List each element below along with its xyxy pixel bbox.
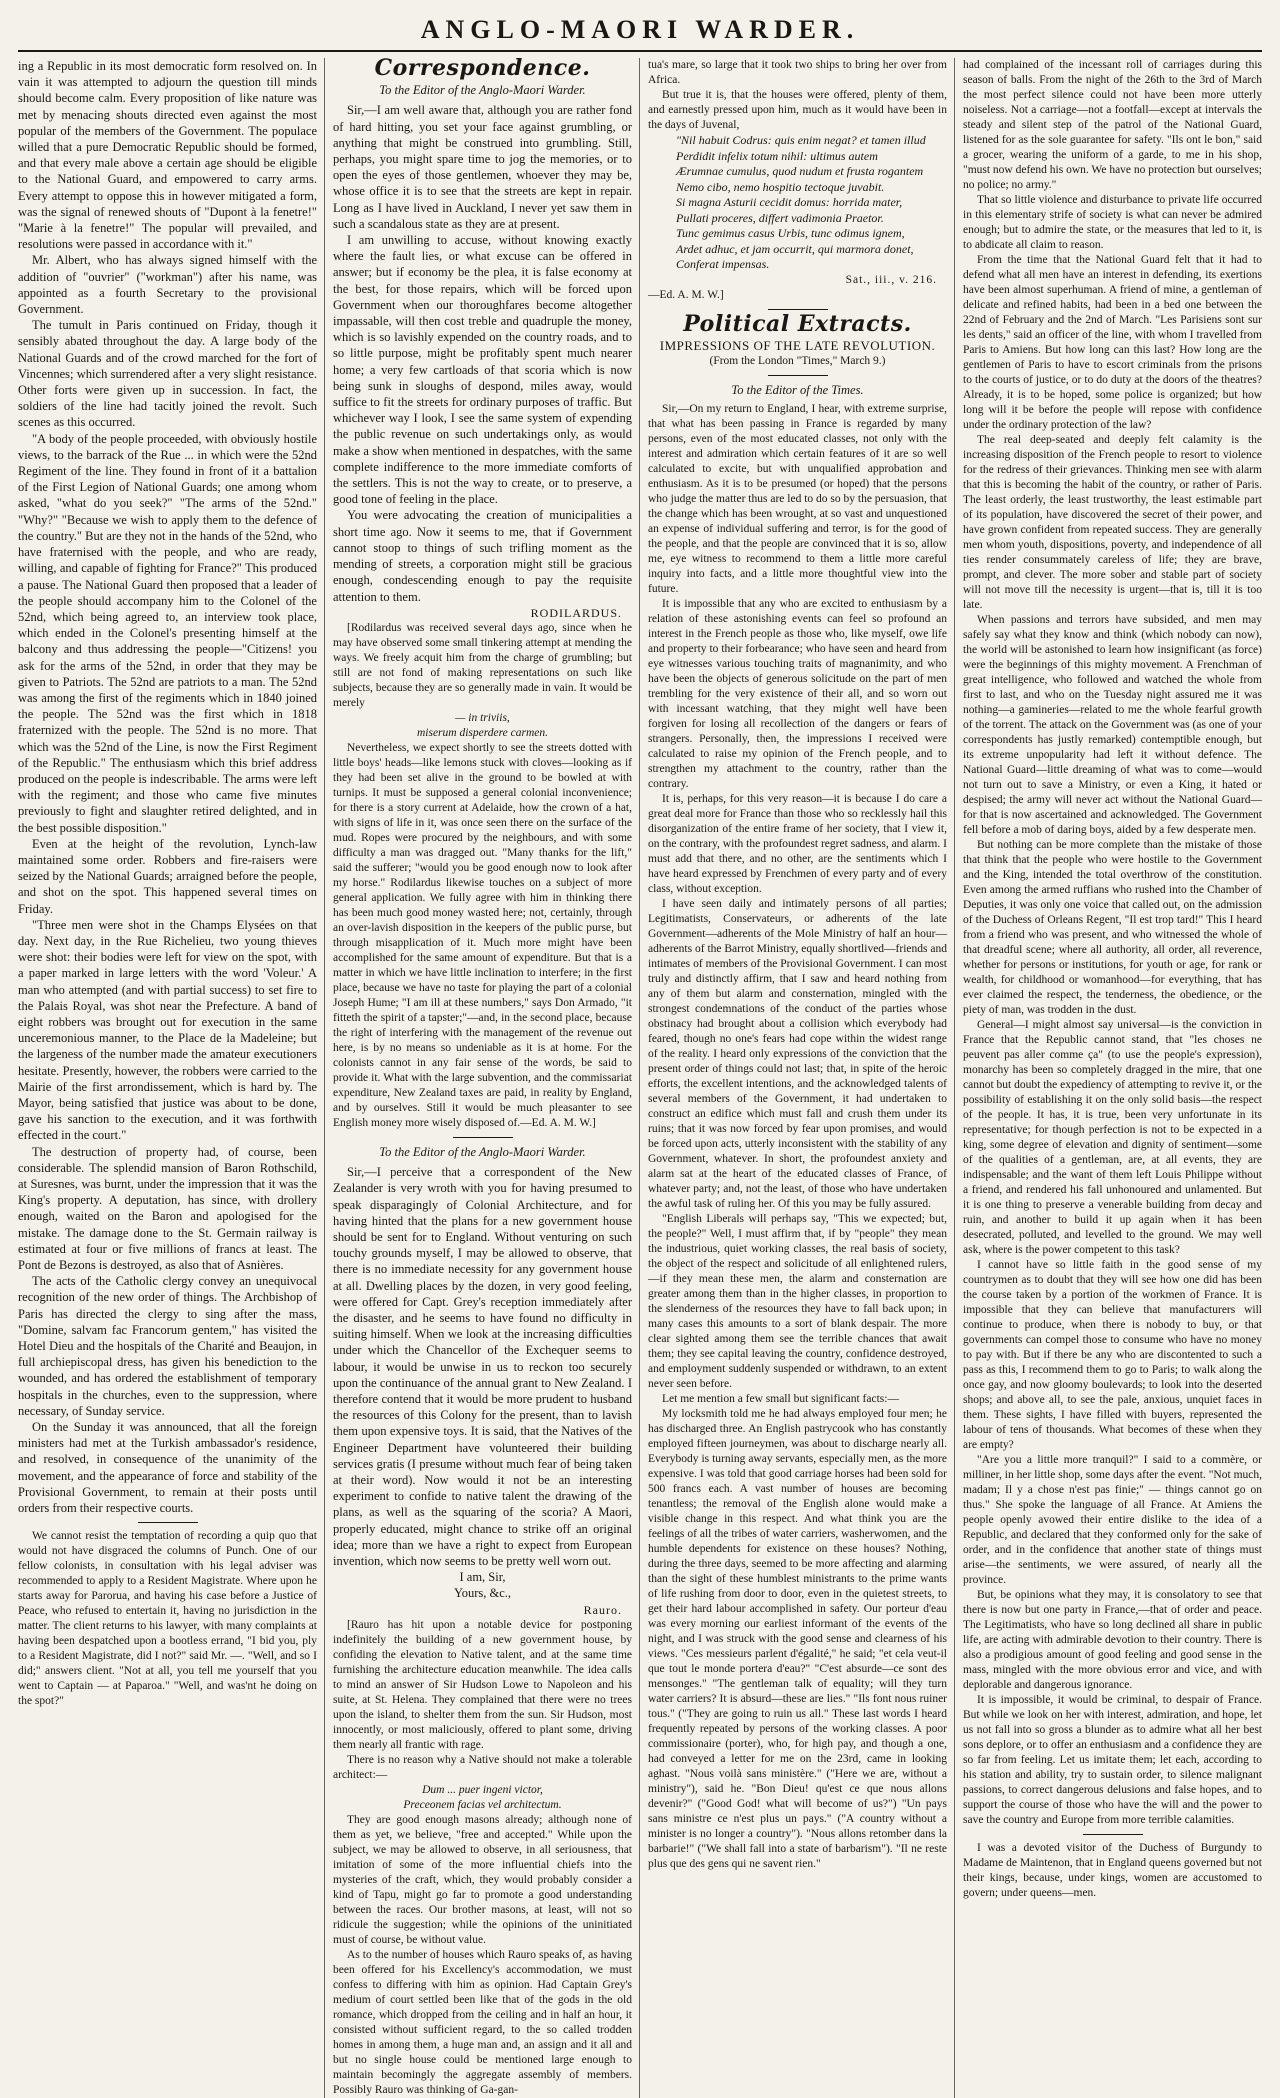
- verse-line: "Nil habuit Codrus: quis enim negat? et tamen illud: [676, 133, 926, 147]
- letter-address: To the Editor of the Anglo-Maori Warder.: [379, 83, 586, 98]
- editor-reply: Nevertheless, we expect shortly to see the streets dotted with little boys' heads—like lemons stuck with cloves—looking as if they had been set alive in the ground to be bowled at with turnips. It must be supposed a general colonial inconvenience; for there is a story current at Adelaide, how the crown of a hat, with signs of life in it, was once seen there on the surface of the mud. Ropes were procured by the neighbours, and with some difficulty a man was dragged out. "Many thanks for the lift," said the sufferer; "would you be good enough now to look after my horse." Rodilardus likewise touches on a subject of more general application. We fully agree with him in thinking there has been much good money wasted here; not, certainly, through an over-lavish disposition in the keepers of the public purse, but through misapplication of it. Much more might have been accomplished for the same amount of expenditure. But that is a matter in which we have little inclination to interfere; in the first place, because we have no taste for playing the part of a colonial Joseph Hume; "I am ill at these numbers," says Don Armado, "it fitteth the spirit of a tapster;"—and, in the second place, because the right of interfering with the management of the revenue out here, is by no means so undeniable as it is at home. For the colonists cannot in any fair sense of the words, be said to provide it. What with the large subvention, and the commissariat expenditure, New Zealand taxes are paid, in reality by England, and by ourselves. Still it would be much pleasanter to see English money more wisely disposed of.—Ed. A. M. W.]: [333, 741, 632, 1129]
- columns: [18, 55, 1262, 2096]
- verse-line: Ærumnae cumulus, quod nudum et frusta rogantem: [676, 164, 924, 178]
- divider: [138, 1522, 198, 1523]
- editor-reply: [Rauro has hit upon a notable device for postponing indefinitely the building of a new government house, by confiding the elevation to Native talent, and at the same time furnishing the architecture education meanwhile. The idea calls to mind an answer of Sir Hudson Lowe to Napoleon and his suite, at St. Helena. They complained that there were no trees upon the island, to shelter them from the sun. Sir Hudson, most innocently, or most maliciously, offered to plant some, driving them nearly all frantic with rage.: [333, 1618, 632, 1751]
- verse-line: Si magna Asturii cecidit domus: horrida mater,: [676, 195, 903, 209]
- letter-signature: RODILARDUS.: [530, 605, 622, 620]
- col1-paragraph: On the Sunday it was announced, that all the foreign ministers had met at the Turkish ambassador's residence, and resolved, in consequence of the unanimity of the movement, and the appearance of force and stability of the Provisional Government, to remain at their posts until orders from their respective courts.: [18, 1420, 317, 1516]
- column-1: [18, 58, 317, 2098]
- verse-line: Tunc gemimus casus Urbis, tunc odimus ignem,: [676, 226, 905, 240]
- column-3: [648, 58, 947, 2098]
- col1-paragraph: The tumult in Paris continued on Friday, though it sensibly abated throughout the day. A large body of the National Guards and of the crowd marched for the fort of Vincennes; which surrendered after a very slight resistance. Other forts were given up in succession. In fact, the soldiers of the line had tacitly joined the revolt. Such scenes as this occurred.: [18, 318, 317, 430]
- col4-paragraph: "Are you a little more tranquil?" I said to a commère, or milliner, in her little shop, some days after the event. "Not much, madam; Il y a chose n'est pas finie;" — things cannot go on thus." She spoke the language of all France. At Amiens the people openly avowed their entire dislike to the idea of a Republic, and declared that they conformed only for the sake of order, and in the confidence that another state of things must arise—the sentiments, we were assured, of nearly all the province.: [963, 1454, 1262, 1586]
- letter-address: To the Editor of the Times.: [731, 382, 864, 397]
- letter-signature: Rauro.: [583, 1602, 622, 1617]
- divider: [453, 1137, 513, 1138]
- editor-reply: There is no reason why a Native should not make a tolerable architect:—: [333, 1753, 632, 1781]
- col3-paragraph: Let me mention a few small but significant facts:—: [662, 1393, 899, 1406]
- verse-line: Perdidit infelix totum nihil: ultimus autem: [676, 148, 878, 163]
- col4-paragraph: When passions and terrors have subsided, and men may safely say what they know and think (which nobody can now), the world will be astonished to learn how insignificant (as force) were the beginnings of this mighty movement. A Frenchman of great intelligence, who followed and watched the whole from first to last, and who on the Tuesday night assured me it was nothing—a gamineries—related to me the whole fearful growth of the torrent. The attack on the Government was (as one of your correspondents has justly remarked) contemptible enough, but its extreme unpopularity had left it without defence. The National Guard—little dreaming of what was to come—would not turn out to save a Ministry, or even a King, it hated or despised; the army will never act without the National Guard—for that is now ascertained and acknowledged. The Government fell before a mob of daring boys, aided by a few desperate men.: [963, 614, 1262, 836]
- divider: [768, 309, 828, 310]
- col3-paragraph: My locksmith told me he had always employed four men; he has discharged three. An English pastrycook who has constantly employed fifteen journeymen, was about to discharge nearly all. Everybody is turning away servants, especially men, as the more expensive. I was told that good carriage horses had been sold for 500 francs each. A vast number of houses are becoming tenantless; the removal of the English alone would make a visible change in this respect. And what think you are the feelings of all the tribes of water carriers, washerwomen, and the humble dependents for existence on these houses? Nothing, during the three days, seemed to be more affecting and alarming than the sight of these humblest ministrants to the prime wants of life rushing from door to door, even in the quietest streets, to get their hard labour accomplished in safety. Our porteur d'eau was every morning our earliest informant of the events of the night, and I was struck with the good sense and clearness of his views. "Ces messieurs parlent d'égalité," he said; "et cela veut-il que tout le monde portera d'eau?" "C'est absurde—ce sont des mensonges." "The gentleman talk of equality; will they turn water carriers? It is absurd—these are lies." "Ils font nous ruiner tous." ("They are going to ruin us all." These last words I heard frequently repeated by persons of the working classes. A poor commissionaire (porter), who, for high pay, and though a one, had conveyed a letter for me on the 23rd, came in looking aghast. "Nous voilà sans ministère." ("Here we are, without a ministry"), said he. "Bon Dieu! qu'est ce que nous allons devenir?" ("Good God! what will become of us?") "Un pays sans ministre ce n'est plus un pays." ("A country without a minister is no longer a country"). "Nous allons retomber dans la barbarie!" ("We shall fall into a state of barbarism"). "Il ne reste plus que des gens qui ne savent rien.": [648, 1408, 947, 1871]
- verse-line: Conferat impensas.: [676, 257, 770, 271]
- column-2: [333, 55, 632, 2098]
- article-source: (From the London "Times," March 9.): [709, 354, 886, 367]
- editor-reply: [Rodilardus was received several days ago, since when he may have observed some small tinkering attempt at mending the ways. We freely acquit him from the charge of grumbling; but still are not fond of making representations on such like subjects, because they are so generally made in vain. It would be merely: [333, 621, 632, 709]
- masthead-rule: [18, 50, 1262, 52]
- letter-closing: Yours, &c.,: [453, 1586, 512, 1601]
- article-headline: IMPRESSIONS OF THE LATE REVOLUTION.: [659, 337, 936, 353]
- editor-sign: —Ed. A. M. W.]: [648, 288, 724, 301]
- col4-paragraph: From the time that the National Guard felt that it had to defend what all men have an interest in defending, its exertions have been almost superhuman. A friend of mine, a gentleman of delicate and refined habits, had been in a bed one between the 22nd of February and the 2nd of March. "Les Parisiens sont sur les dents," said an officer of the line, with whom I travelled from Paris to Amiens. But how long can this last? How long are the gentlemen of Paris to have to escort criminals from the prisons to the courts of justice, or to do duty at the doors of the theatres? Already, it is to be hoped, some police is organized; but how long will it be before the people will repose with confidence under the ordinary protection of the law?: [963, 254, 1262, 431]
- letter-paragraph: Sir,—I perceive that a correspondent of the New Zealander is very wroth with you for having presumed to speak disparagingly of Colonial Architecture, and for having hinted that the plans for a new government house should be sent for to England. Without venturing on such touchy grounds myself, I may be allowed to observe, that there is no immediate necessity for any government house at all. Dwelling places by the dozen, in very good feeling, were offered for Capt. Grey's reception immediately after the disaster, and he seems to have found no difficulty in suiting himself. When we look at the increasing difficulties under which the Chancellor of the Exchequer seems to labour, it would be unwise in us to reckon too securely upon the continuance of the annual grant to New Zealand. I therefore contend that it would be more prudent to husband the resources of this Colony for the present, than to lavish them upon expensive toys. It is said, that the Natives of the Engineer Department have volunteered their building services gratis (I presume without much fear of being taken at their word). Now would it not be an interesting experiment to confide to native talent the drawing of the plans, as well as the squaring of the scoria? A Maori, properly educated, might chance to strike off an original idea; more than we have a right to expect from European invention, which now seems to be pretty well worn out.: [333, 1165, 632, 1568]
- verse-line: Ardet adhuc, et jam occurrit, qui marmora donet,: [676, 241, 914, 256]
- col4-paragraph: But, be opinions what they may, it is consolatory to see that there is now but one party in France,—that of order and peace. The Legitimatists, who have so long declined all share in public life, are acting with admirable devotion to their country. There is also a prodigious amount of good feeling and good sense in the mass, mingled with the more obvious error and vice, and with deplorable and dangerous ignorance.: [963, 1589, 1262, 1691]
- col1-paragraph: "A body of the people proceeded, with obviously hostile views, to the barrack of the Rue ... in which were the 52nd Regiment of the line. They found in front of it a battalion of the First Legion of National Guards; one among whom asked, "what do you seek?" "The arms of the 52nd." "Why?" "Because we wish to apply them to the defence of the country." But are they not in the hands of the 52nd, who have fraternised with the people, and who are ready, willing, and capable of fighting for France?" This produced a pause. The National Guard then proposed that a leader of the people should accompany him to the Colonel of the 52nd, which being agreed to, an interview took place, which ended in the Colonel's presenting himself at the balcony and thus addressing the people—"Citizens! you ask for the arms of the 52nd, in order that they may be given to Patriots. The 52nd are patriots to a man. The 52nd was among the first of the regiments which in 1840 joined the people. The 52nd was the first which in 1818 fraternized with the people. The 52nd is no more. That which was the 52nd of the Line, is now the First Regiment of the Republic." The enthusiasm which this brief address produced on the people is indescribable. The arms were left with the regiment; and those who came five minutes previously to fight and slaughter retired delighted, and in the best possible disposition.": [18, 431, 317, 835]
- column-4: [963, 58, 1262, 2098]
- letter-paragraph: You were advocating the creation of municipalities a short time ago. Now it seems to me, that if Government cannot stoop to things of such trifling moment as the mending of streets, a corporation might still be gracious enough, condescending enough to pay the requisite attention to them.: [333, 508, 632, 604]
- letter-paragraph: I am unwilling to accuse, without knowing exactly where the fault lies, or what excuse can be offered in answer; but if economy be the plea, it is false economy at the best, for those repairs, which will be forced upon Government when our thoroughfares become altogether impassable, will then cost treble and quadruple the money, which is so lavishly expended on the country roads, and to so little purpose, might be profitably spent much nearer home; a very few cartloads of that scoria which is now being sunk in sloughs of despond, miles away, would suffice to fit the streets for ordinary purposes of traffic. But whichever way I look, I see the same system of expending the public revenue on such undertakings only, as would make a show when mentioned in despatches, with the same complete indifference to the more immediate comforts of the settlers. This is not the way to create, or to preserve, a good tone of feeling in the place.: [333, 233, 632, 507]
- col1-paragraph: "Three men were shot in the Champs Elysées on that day. Next day, in the Rue Richelieu, two young thieves were shot: their bodies were left for view on the spot, with a paper marked in large letters with the word 'Voleur.' A man who attempted (and with partial success) to set fire to the Palais Royal, was shot near the Prefecture. A band of eight robbers was brought out for execution in the same unceremonious manner, to the Place de la Madeleine; but the largeness of the number made the amateur executioners hesitate. Presently, however, the robbers were carried to the Mairie of the first arrondissement, which is hard by. The Mayor, being satisfied that justice was about to be done, gave his sanction to the execution, and it was forthwith effected in the court.": [18, 917, 317, 1143]
- verse-line: Dum ... puer ingeni victor,: [422, 1783, 543, 1796]
- col3-paragraph: It is impossible that any who are excited to enthusiasm by a relation of these astonishing events can feel so profound an interest in the French people as those who, like myself, owe life and property to their forbearance; who have seen and heard from eye witnesses various touching traits of magnanimity, and who have been the objects of generous solicitude on the part of men trembling for the very existence of their all, and so worn out with incessant watching, that they might well have been forgiven for losing all recollection of the dangers or fears of strangers. Personally, then, the impressions I received were calculated to raise my opinion of the French people, and to strengthen my attachment to the country, rather than the contrary.: [648, 598, 947, 791]
- verse-line: miserum disperdere carmen.: [416, 726, 549, 739]
- col4-paragraph: It is impossible, it would be criminal, to despair of France. But while we look on her with interest, admiration, and hope, let us not fall into so gross a blunder as to admire what all her best sons deplore, or to offer an enthusiasm and a confidence they are so far from feeling. Let us imitate them; let each, according to his station and ability, try to sustain order, to silence malignant passions, to correct dangerous delusions and false hopes, and to support the course of those who have the will and the power to save the country and Europe from more terrible calamities.: [963, 1694, 1262, 1826]
- col4-paragraph: had complained of the incessant roll of carriages during this season of balls. From the night of the 26th to the 3rd of March the most perfect silence could not have been more utterly noiseless. Not a carriage—not a footfall—except at intervals the steady and silent step of the patrol of the National Guard, listened for as the sole guarantee for safety. "Ils ont le bon," said a grocer, wearing the uniform of a garde, to me in his shop, "must now defend his own. We have no protection but ourselves; no police; no army.": [963, 59, 1262, 191]
- verse-line: Nemo cibo, nemo hospitio tectoque juvabit.: [676, 179, 885, 194]
- letter-address: To the Editor of the Anglo-Maori Warder.: [379, 1144, 586, 1159]
- masthead-title: ANGLO-MAORI WARDER.: [420, 15, 860, 44]
- col4-paragraph: I was a devoted visitor of the Duchess of Burgundy to Madame de Maintenon, that in England queens governed but not their kings, because, under kings, women are accustomed to govern; under queens—men.: [963, 1842, 1262, 1899]
- col1-paragraph: The acts of the Catholic clergy convey an unequivocal recognition of the new order of things. The Archbishop of Paris has directed the clergy to sing after the mass, "Domine, salvam fac Francorum gentem," has visited the Hotel Dieu and the hospitals of the Charité and Beaujon, in full archiepiscopal dress, has given his benediction to the wounded, and has ordered the establishment of temporary hospitals in the churches, even to the suppression, where necessary, of Sunday service.: [18, 1274, 317, 1418]
- verse-line: Preceonem facias vel architectum.: [403, 1798, 562, 1811]
- col3-paragraph: I have seen daily and intimately persons of all parties; Legitimatists, Conservateurs, or adherents of the late Government—adherents of the Mole Ministry of half an hour—adherents of the Barrot Ministry, equally shortlived—friends and intimates of members of the Provisional Government. I can most truly and distinctly affirm, that I saw and heard nothing from any of them but alarm and consternation, mingled with the strongest condemnations of the conduct of the parties whose obstinacy had brought about a collision which everybody had feared, though no one's fears had cope within the widest range of the reality. I heard only expressions of the conviction that the present order of things could not last; that, in spite of the heroic efforts, the excellent intentions, and the acknowledged talents of several members of the Government, it had undertaken to construct an edifice which must fall and crush them under its ruins; that it was now forced by fear upon promises, and would be forced upon acts, utterly inconsistent with the stability of any Government, whatever. In short, the profoundest anxiety and alarm sat at the heart of the educated classes of France, of whatever party; and, not the least, of those who have undertaken the awful task of ruling her. Of this you may be fully assured.: [648, 898, 947, 1211]
- editor-reply: They are good enough masons already; although none of them as yet, we believe, "free and accepted." While upon the subject, we may be allowed to observe, in all seriousness, that imitation of some of the more influential chiefs into the mysteries of the craft, which, they would probably consider a kind of Tapu, might go far to promote a good understanding between the races. Our brother masons, at least, will not so ridicule the suggestion; while the opinions of the uninitiated must of course, be without value.: [333, 1813, 632, 1946]
- verse-line: Pullati proceres, differt vadimonia Praetor.: [676, 210, 884, 225]
- col1-paragraph: Mr. Albert, who has always signed himself with the addition of "ouvrier" ("workman") after his name, was appointed as a fourth Secretary to the provisional Government.: [18, 253, 317, 317]
- divider: [768, 375, 828, 376]
- col4-paragraph: I cannot have so little faith in the good sense of my countrymen as to doubt that they will see how one did has been the course taken by a portion of the workmen of France. It is impossible that they can believe that manufacturers will continue to produce, when there is nobody to buy, or that governments can compel those to consume who have no money to pay with. But if there be any who are discontented to such a pass as this, I recommend them to go to Paris; to walk along the once gay, and now gloomy boulevards; to look into the deserted shops; and above all, to see the pale, anxious, unquiet faces in them. These sights, I have filled with buyers, represented the labour of tens of thousands. What becomes of these when they are empty?: [963, 1259, 1262, 1451]
- verse-line: — in triviis,: [455, 711, 510, 724]
- col1-paragraph: The destruction of property had, of course, been considerable. The splendid mansion of Baron Rothschild, at Suresnes, was burnt, under the impression that it was the King's property. A deputation, has since, with drollery enough, waited on the Baron and apologised for the mistake. The damage done to the St. Germain railway is estimated at four or five millions of francs at least. The Pont de Bezons is destroyed, as also that of Asnières.: [18, 1144, 317, 1273]
- divider: [1083, 1834, 1143, 1835]
- col3-paragraph: But true it is, that the houses were offered, plenty of them, and earnestly pressed upon him, much as it would have been in the days of Juvenal,: [648, 89, 947, 131]
- letter-paragraph: Sir,—I am well aware that, although you are rather fond of hard hitting, you set your face against grumbling, or anything that might be construed into grumbling. Still, perhaps, you might spare time to jog the memories, or to open the eyes of those gentlemen, whoever they may be, whose office it is to see that the streets are kept in repair. Long as I have lived in Auckland, I never yet saw them in such a scandalous state as they are at present.: [333, 103, 632, 231]
- editor-reply: As to the number of houses which Rauro speaks of, as having been offered for his Excellency's accommodation, we must confess to differing with him as opinion. Had Captain Grey's medium of court settled been like that of the gods in the old romance, which dropped from the ceiling and in half an hour, it consisted without sufficient regard, to the so called trodden homes in among them, a huge man and, an assign and it all and but no single house could be mentioned large enough to maintain becomingly the aggregate assembly of members. Possibly Rauro was thinking of Ga-gan-: [333, 1948, 632, 2096]
- col3-paragraph: tua's mare, so large that it took two ships to bring her over from Africa.: [648, 59, 947, 86]
- col4-paragraph: But nothing can be more complete than the mistake of those that think that the people who were hostile to the Government and the King, intended the total overthrow of the constitution. Even among the armed ruffians who rushed into the Chamber of Deputies, it was only one voice that called out, on the admission of the Duchess of Orleans Regent, "Il est trop tard!" This I heard from a friend who was present, and who witnessed the whole of that dreadful scene; where all authority, all order, all reverence, whether for persons or institutions, for youth or age, for rank or wealth, for childhood or womanhood—for everything, that has ever claimed the respect, the tenderness, the obedience, or the piety of man, was trodden in the dust.: [963, 839, 1262, 1016]
- col4-paragraph: General—I might almost say universal—is the conviction in France that the Republic cannot stand, that "les choses ne peuvent pas aller comme ça" (to use the people's expression), monarchy has been so completely dragged in the mire, that one cannot but doubt the expediency of attempting to revive it, or the possibility of establishing it on the only solid basis—the respect of the people. It has, it is true, been very unfortunate in its representative; for though perfection is not to be expected in a king, some degree of elevation and dignity of sentiment—some of the qualities of a gentleman, are, at all events, they are indispensable; and the want of them left Louis Philippe without a friend, and rendered his fall unhonoured and unlamented. But it is one thing to preserve a venerable building from decay and ruin, and another to build it up again when it has been desecrated, polluted, and levelled to the ground. We may well ask, where is the power competent to this task?: [963, 1019, 1262, 1256]
- section-heading-correspondence: Correspondence.: [374, 55, 591, 81]
- col4-paragraph: That so little violence and disturbance to private life occurred in this elementary strife of society is what can never be admired enough; but to admire the state, or the measures that led to it, is to abdicate all claim to reason.: [963, 194, 1262, 251]
- col1-paragraph: Even at the height of the revolution, Lynch-law maintained some order. Robbers and fire-raisers were seized by the National Guards; arraigned before the people, and shot on the spot. This happened several times on Friday.: [18, 836, 317, 916]
- section-heading-political-extracts: Political Extracts.: [683, 310, 912, 337]
- col3-paragraph: "English Liberals will perhaps say, "This we expected; but, the people?" Well, I must affirm that, if by "people" they mean the industrious, quiet working classes, the real basis of society, the object of the respect and solicitude of all enlightened rulers,—if they mean these men, the alarm and consternation are greater among them than in the higher classes, in proportion to the slenderness of the resources they have to fall back upon; in many cases this amounts to a sort of blank despair. The more clear sighted among them see the terrible chances that await them; they see capital leaving the country, confidence destroyed, and employment suddenly suspended or withdrawn, to an extent never seen before.: [648, 1213, 947, 1391]
- verse-source: Sat., iii., v. 216.: [845, 273, 937, 286]
- col1-note: We cannot resist the temptation of recording a quip quo that would not have disgraced the columns of Punch. One of our fellow colonists, in consultation with his legal adviser was recommended to apply to a Resident Magistrate. Where upon he starts away for Parorua, and having his case before a Justice of Peace, who refused to entertain it, having no jurisdiction in the matter. The client returns to his lawyer, with many complaints at having been despatched upon a bootless errand, "I bid you, ply to a Resident Magistrate, did I not?" said Mr. —. "Well, and so I did;" answers client. "Not at all, you tell me yourself that you went to Captain — at Paparoa." "Well, and was'nt he doing on the spot?": [18, 1530, 317, 1708]
- col3-paragraph: Sir,—On my return to England, I hear, with extreme surprise, that what has been passing in France is regarded by many persons, even of the most educated classes, not only with the interest and admiration which certain features of it are so well calculated to excite, but with unqualified approbation and enthusiasm. As it is to be presumed (or hoped) that the persons who judge the matter thus are led to do so by the persuasion, that the change which has been wrought, at so vast and unquestioned an expense of individual suffering and terror, is for the good of the people, and that the people are convinced that it is so, allow me, eye witness to recommend to them a little more careful inquiry into facts, and a little more thoughtful view into the future.: [648, 403, 947, 596]
- col4-paragraph: The real deep-seated and deeply felt calamity is the increasing disposition of the French people to resort to violence for the redress of their grievances. Thinking men see with alarm that this is becoming the habit of the country, or rather of Paris. The least orderly, the least trustworthy, the least estimable part of its population, have discovered the secret of their power, and have grown confident from repeated success. They are generally men whom youth, dispositions, poverty, and independence of all ties render consummately careless of life; they are brave, prompt, and clever. The more sober and stable part of society will not move till the necessity is urgent—that is, till it is too late.: [963, 434, 1262, 611]
- col3-paragraph: It is, perhaps, for this very reason—it is because I do care a great deal more for France than those who so recklessly hail this disorganization of the entire frame of her society, that I view it, on the contrary, with the profoundest regret sadness, and alarm. I must add that there, and no other, are the sentiments which I have heard expressed by Frenchmen of every party and of every class, without exception.: [648, 793, 947, 896]
- letter-closing: I am, Sir,: [459, 1570, 506, 1585]
- col1-paragraph: ing a Republic in its most democratic form resolved on. In vain it was attempted to adjourn the question till minds should become calm. Every proposition of like nature was met by menacing shouts directed even against the most popular of the members of the Government. The populace willed that a pure Democratic Republic should be formed, and that every male above a certain age should be eligible to the National Guard, and empowered to carry arms. Every attempt to oppose this in however mitigated a form, was the signal of renewed shouts of "Dupont à la fenetre!" "Marie à la fenetre!" The popular will prevailed, and resolutions were passed in accordance with it.": [18, 59, 317, 252]
